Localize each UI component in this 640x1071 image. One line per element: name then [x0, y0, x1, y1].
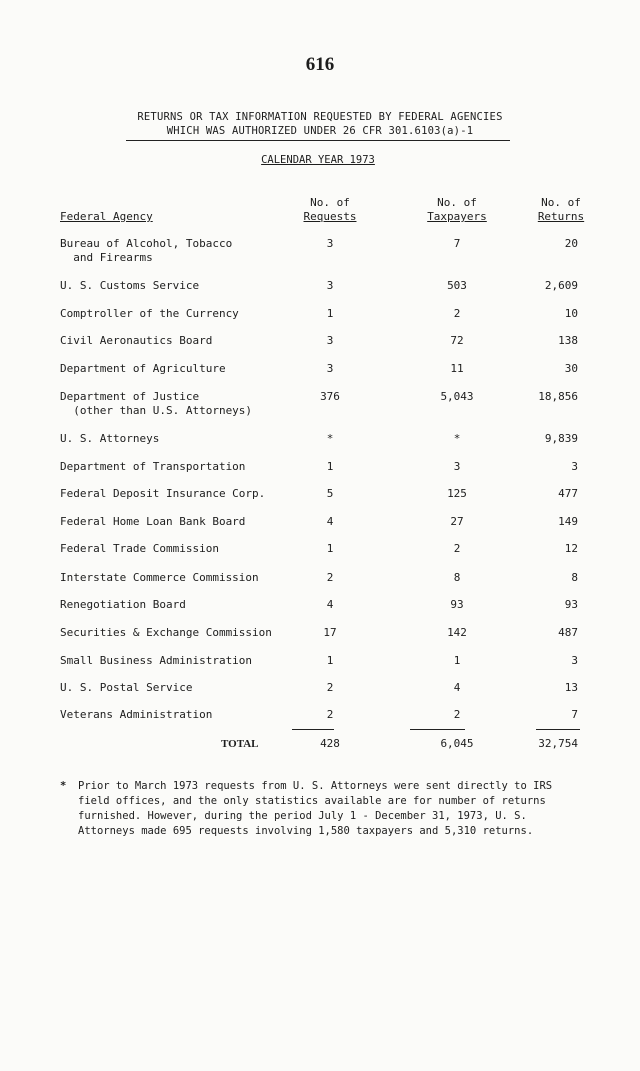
- taxpayers-cell: 27: [450, 515, 464, 528]
- taxpayers-cell: 11: [450, 362, 464, 375]
- agency-cell: Bureau of Alcohol, Tobacco and Firearms: [60, 237, 233, 264]
- requests-cell: 5: [326, 487, 334, 500]
- requests-cell: 17: [323, 626, 337, 639]
- total-taxpayers: 6,045: [440, 737, 474, 750]
- agency-cell: Comptroller of the Currency: [60, 307, 239, 320]
- page-number: 616: [305, 54, 335, 75]
- taxpayers-cell: 503: [447, 279, 467, 292]
- taxpayers-cell: 72: [450, 334, 464, 347]
- returns-cell: 8: [571, 571, 578, 584]
- returns-cell: 477: [558, 487, 578, 500]
- returns-cell: 2,609: [544, 279, 578, 292]
- requests-cell: 2: [326, 681, 334, 694]
- header-requests-line1: No. of: [310, 196, 350, 209]
- taxpayers-cell: 125: [447, 487, 467, 500]
- requests-cell: 376: [320, 390, 340, 403]
- agency-cell: Renegotiation Board: [60, 598, 186, 611]
- returns-cell: 10: [564, 307, 578, 320]
- header-taxpayers-line1: No. of: [437, 196, 477, 209]
- requests-cell: *: [326, 432, 334, 445]
- returns-cell: 13: [564, 681, 578, 694]
- returns-cell: 9,839: [544, 432, 578, 445]
- requests-cell: 1: [326, 460, 334, 473]
- taxpayers-cell: 7: [453, 237, 461, 250]
- total-returns: 32,754: [538, 737, 578, 750]
- requests-sum-rule: [292, 729, 334, 730]
- returns-cell: 93: [564, 598, 578, 611]
- requests-cell: 4: [326, 515, 334, 528]
- taxpayers-cell: 2: [453, 307, 461, 320]
- requests-cell: 3: [326, 334, 334, 347]
- header-taxpayers: [402, 196, 512, 224]
- header-taxpayers-line2: Taxpayers: [427, 210, 487, 223]
- table-title: [120, 110, 520, 138]
- taxpayers-cell: 8: [453, 571, 461, 584]
- taxpayers-cell: 93: [450, 598, 464, 611]
- header-returns-line1: No. of: [541, 196, 581, 209]
- agency-cell: U. S. Postal Service: [60, 681, 193, 694]
- taxpayers-cell: 3: [453, 460, 461, 473]
- returns-cell: 138: [558, 334, 578, 347]
- taxpayers-cell: 4: [453, 681, 461, 694]
- header-requests: [290, 196, 370, 224]
- requests-cell: 2: [326, 571, 334, 584]
- taxpayers-cell: *: [453, 432, 461, 445]
- returns-cell: 3: [571, 654, 578, 667]
- footnote-marker: *: [60, 780, 67, 792]
- taxpayers-cell: 1: [453, 654, 461, 667]
- agency-cell: Small Business Administration: [60, 654, 253, 667]
- requests-cell: 2: [326, 708, 334, 721]
- agency-cell: Securities & Exchange Commission: [60, 626, 272, 639]
- agency-cell: Federal Deposit Insurance Corp.: [60, 487, 266, 500]
- taxpayers-cell: 2: [453, 708, 461, 721]
- requests-cell: 4: [326, 598, 334, 611]
- title-underline: [126, 140, 510, 141]
- agency-cell: Veterans Administration: [60, 708, 213, 721]
- requests-cell: 1: [326, 654, 334, 667]
- returns-cell: 487: [558, 626, 578, 639]
- header-federal-agency: Federal Agency: [60, 210, 153, 223]
- requests-cell: 3: [326, 237, 334, 250]
- agency-cell: U. S. Attorneys: [60, 432, 160, 445]
- taxpayers-cell: 2: [453, 542, 461, 555]
- taxpayers-cell: 142: [447, 626, 467, 639]
- returns-cell: 20: [564, 237, 578, 250]
- total-requests: 428: [320, 737, 340, 750]
- requests-cell: 3: [326, 279, 334, 292]
- agency-cell: Department of Transportation: [60, 460, 246, 473]
- agency-cell: Department of Agriculture: [60, 362, 226, 375]
- returns-cell: 18,856: [538, 390, 578, 403]
- table-subtitle: CALENDAR YEAR 1973: [261, 154, 375, 166]
- header-returns: [526, 196, 596, 224]
- taxpayers-cell: 5,043: [440, 390, 474, 403]
- requests-cell: 1: [326, 307, 334, 320]
- footnote-text: Prior to March 1973 requests from U. S. Attorneys were sent directly to IRS field offices, and the only statistics available are for number of returns furnished. However, during the period July 1 - December 31, 1973, U. S. Attorneys made 695 requests involving 1,580 taxpayers and 5,310 returns.: [78, 780, 553, 837]
- returns-cell: 30: [564, 362, 578, 375]
- agency-cell: U. S. Customs Service: [60, 279, 200, 292]
- header-returns-line2: Returns: [537, 210, 585, 223]
- agency-cell: Interstate Commerce Commission: [60, 571, 259, 584]
- agency-cell: Civil Aeronautics Board: [60, 334, 213, 347]
- returns-cell: 149: [558, 515, 578, 528]
- returns-cell: 12: [564, 542, 578, 555]
- returns-cell: 7: [571, 708, 578, 721]
- header-requests-line2: Requests: [303, 210, 357, 223]
- returns-cell: 3: [571, 460, 578, 473]
- agency-cell: Department of Justice (other than U.S. Attorneys): [60, 390, 253, 417]
- title-line-1: RETURNS OR TAX INFORMATION REQUESTED BY FEDERAL AGENCIES: [137, 111, 503, 123]
- requests-cell: 3: [326, 362, 334, 375]
- total-label: TOTAL: [221, 738, 259, 750]
- footnote: [62, 779, 602, 839]
- requests-cell: 1: [326, 542, 334, 555]
- returns-sum-rule: [536, 729, 580, 730]
- agency-cell: Federal Trade Commission: [60, 542, 219, 555]
- taxpayers-sum-rule: [410, 729, 465, 730]
- title-line-2: WHICH WAS AUTHORIZED UNDER 26 CFR 301.6103(a)-1: [166, 125, 474, 137]
- agency-cell: Federal Home Loan Bank Board: [60, 515, 246, 528]
